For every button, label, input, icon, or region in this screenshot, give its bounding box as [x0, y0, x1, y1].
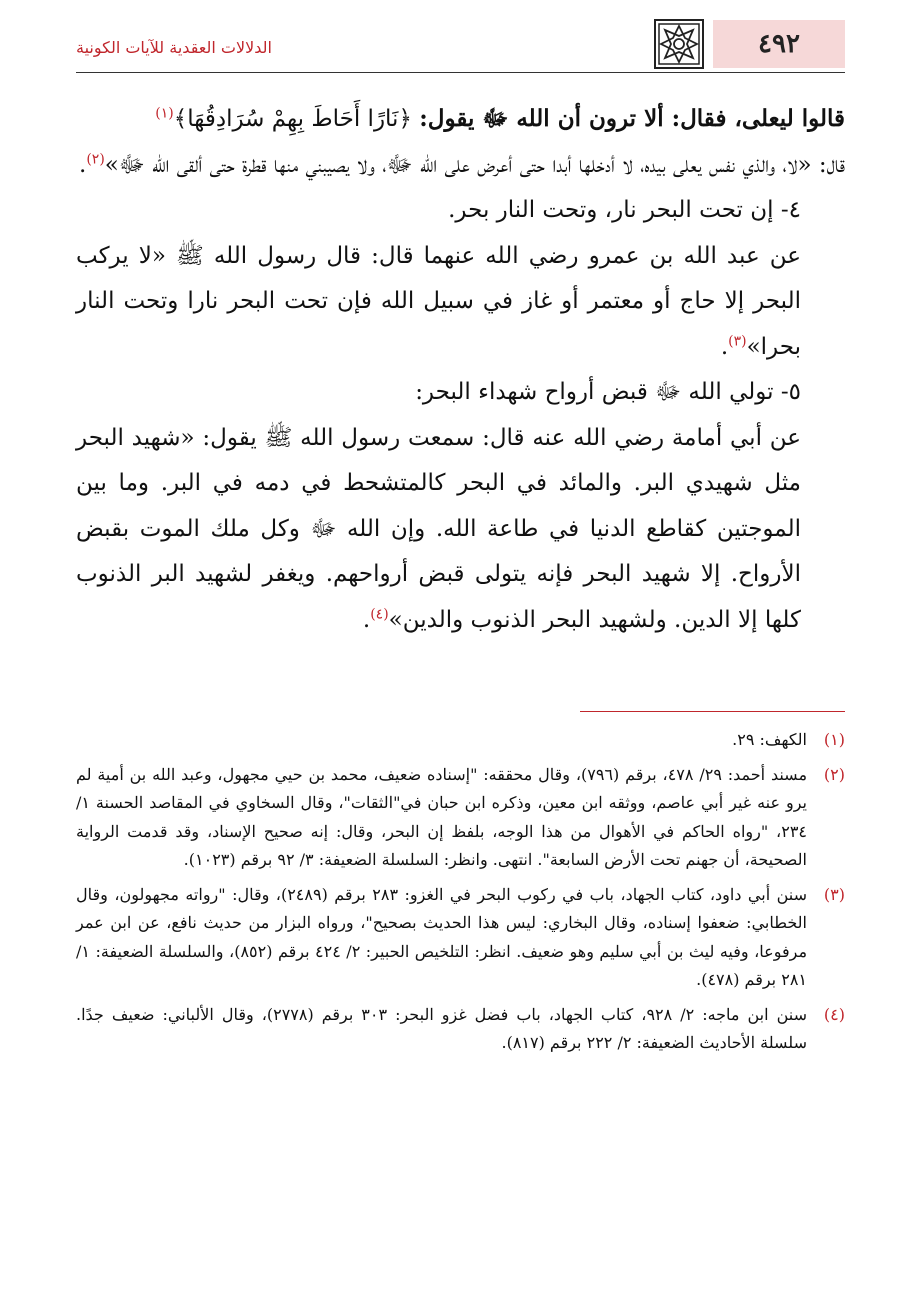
ornament-icon [653, 18, 705, 70]
footnote-ref-4[interactable]: (٤) [370, 605, 389, 622]
page-number: ٤٩٢ [713, 20, 845, 68]
footnote-4: (٤) سنن ابن ماجه: ٢/ ٩٢٨، كتاب الجهاد، باب فضل غزو البحر: ٣٠٣ برقم (٢٧٧٨)، وقال الألباني: ضعيف جدًا. سلسلة الأحاديث الضعيفة: ٢/ ٢٢٢ برقم (٨١٧). [76, 1004, 845, 1052]
paragraph-4: عن عبد الله بن عمرو رضي الله عنهما قال: قال رسول الله ﷺ «لا يركب البحر إلا حاج أو معتمر أو غاز في سبيل الله فإن تحت البحر نارا وتحت النار بحرا»$^{(٣)}$. [76, 242, 801, 360]
section-heading-5: ٥- تولي الله ﷻ قبض أرواح شهداء البحر: [415, 379, 801, 405]
running-title: الدلالات العقدية للآيات الكونية [76, 38, 272, 57]
footnote-separator [580, 711, 845, 712]
footnote-3: (٣) سنن أبي داود، كتاب الجهاد، باب في ركوب البحر في الغزو: ٢٨٣ برقم (٢٤٨٩)، وقال: "رواته مجهولون، وقال الخطابي: ضعفوا إسناده، وقال البخاري: ليس هذا الحديث بصحيح"، ورواه البزار من حديث نافع، عن ابن عمر مرفوعا، وفيه ليث بن أبي سليم وهو ضعيف. انظر: التلخيص الحبير: ٢/ ٤٢٤ برقم (٨٥٢)، والسلسلة الضعيفة: ١/ ٢٨١ برقم (٤٧٨). [76, 884, 845, 989]
footnotes [76, 726, 845, 1064]
page-header [76, 18, 845, 74]
paragraph-2: قال: «لا، والذي نفس يعلى بيده، لا أدخلها أبدا حتى أعرض على الله ﷻ، ولا يصيبني منها قطرة حتى ألقى الله ﷻ»$^{(٢)}$. [79, 150, 845, 178]
footnote-ref-3[interactable]: (٣) [728, 332, 747, 349]
main-text [76, 96, 845, 643]
footnote-ref-1[interactable]: (١) [155, 105, 174, 122]
header-rule [76, 72, 845, 73]
paragraph-1: قالوا ليعلى، فقال: ألا ترون أن الله ﷻ يقول: ﴿نَارًا أَحَاطَ بِهِمْ سُرَادِقُهَا﴾$^{(١)}$ [155, 105, 845, 132]
footnote-1: (١) الكهف: ٢٩. [732, 730, 845, 749]
section-heading-4: ٤- إن تحت البحر نار، وتحت النار بحر. [448, 197, 801, 223]
footnote-2: (٢) مسند أحمد: ٢٩/ ٤٧٨، برقم (٧٩٦)، وقال محققه: "إسناده ضعيف، محمد بن حيي مجهول، وعبد الله بن أمية لم يرو عنه غير أبي عاصم، ووثقه ابن معين، وذكره ابن حبان في"الثقات"، وقال السخاوي في المقاصد الحسنة ١/ ٢٣٤، "رواه الحاكم في الأهوال من هذا الوجه، بلفظ إن البحر، وقال: إنه صحيح الإسناد، وقد قدمت الرواية الصحيحة، أن جهنم تحت الأرض السابعة". انتهى. وانظر: السلسلة الضعيفة: ٣/ ٩٢ برقم (١٠٢٣). [76, 764, 845, 869]
paragraph-6: عن أبي أمامة رضي الله عنه قال: سمعت رسول الله ﷺ يقول: «شهيد البحر مثل شهيدي البر. والمائد في البحر كالمتشحط في دمه في البر. وما بين الموجتين كقاطع الدنيا في طاعة الله. وإن الله ﷻ وكل ملك الموت بقبض الأرواح. إلا شهيد البحر فإنه يتولى قبض أرواحهم. ويغفر لشهيد البر الذنوب كلها إلا الدين. ولشهيد البحر الذنوب والدين»$^{(٤)}$. [76, 424, 801, 633]
footnote-ref-2[interactable]: (٢) [86, 150, 105, 167]
